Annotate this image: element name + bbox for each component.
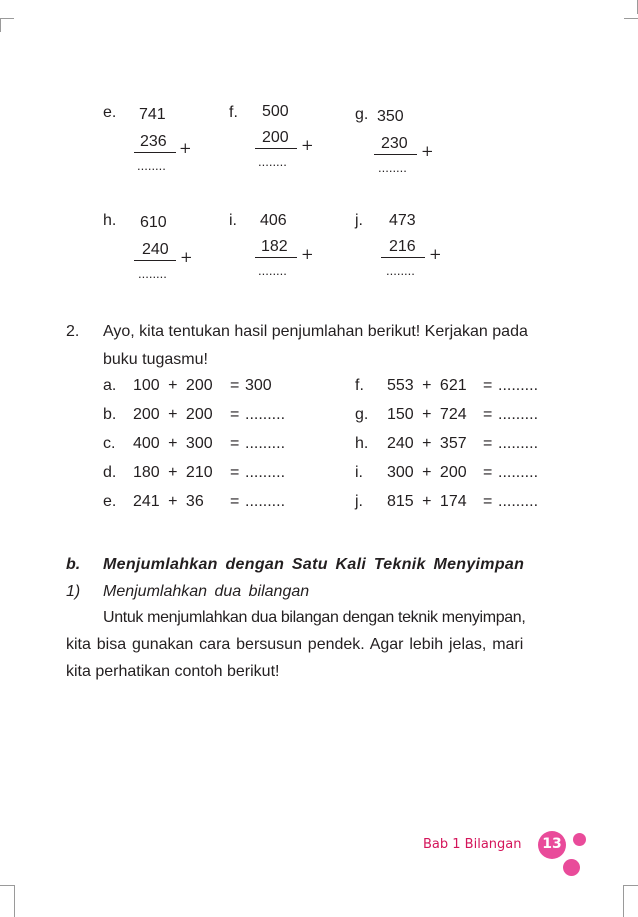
answer-blank: ........ bbox=[138, 266, 167, 281]
problem-label: f. bbox=[355, 377, 364, 394]
addend-top: 500 bbox=[262, 103, 289, 120]
crop-mark bbox=[0, 18, 14, 19]
problem-label: c. bbox=[103, 435, 116, 452]
sum-line bbox=[255, 148, 297, 149]
item-label: i. bbox=[229, 212, 237, 229]
addend-bottom: 240 bbox=[142, 241, 169, 258]
item-label: e. bbox=[103, 104, 117, 121]
exercise-instruction-cont: buku tugasmu! bbox=[103, 351, 208, 368]
addend-top: 610 bbox=[140, 214, 167, 231]
exercise-instruction: Ayo, kita tentukan hasil penjumlahan berikut! Kerjakan pada bbox=[103, 323, 528, 340]
chapter-label: Bab 1 Bilangan bbox=[423, 837, 522, 852]
answer-blank: ........ bbox=[258, 154, 287, 169]
subsection-label: 1) bbox=[66, 583, 81, 600]
equals-sign: = bbox=[230, 377, 240, 394]
answer-blank: ........ bbox=[258, 263, 287, 278]
addend-bottom: 230 bbox=[381, 135, 408, 152]
addend-top: 350 bbox=[377, 108, 404, 125]
problem-expression: 553 + 621 bbox=[387, 377, 467, 394]
problem-expression: 240 + 357 bbox=[387, 435, 467, 452]
equals-sign: = bbox=[483, 377, 493, 394]
problem-label: i. bbox=[355, 464, 363, 481]
problem-answer: ......... bbox=[498, 406, 539, 423]
answer-blank: ........ bbox=[137, 158, 166, 173]
problem-answer: ......... bbox=[245, 435, 286, 452]
equals-sign: = bbox=[483, 493, 493, 510]
paragraph-line: kita perhatikan contoh berikut! bbox=[66, 663, 280, 680]
equals-sign: = bbox=[230, 435, 240, 452]
problem-expression: 150 + 724 bbox=[387, 406, 467, 423]
section-title: Menjumlahkan dengan Satu Kali Teknik Menyimpan bbox=[103, 556, 525, 573]
section-label: b. bbox=[66, 556, 81, 573]
crop-mark bbox=[14, 885, 15, 917]
answer-blank: ........ bbox=[386, 263, 415, 278]
addend-bottom: 200 bbox=[262, 129, 289, 146]
item-label: g. bbox=[355, 106, 369, 123]
item-label: f. bbox=[229, 104, 238, 121]
plus-sign: + bbox=[301, 245, 314, 263]
problem-label: b. bbox=[103, 406, 117, 423]
problem-label: g. bbox=[355, 406, 369, 423]
sum-line bbox=[381, 257, 425, 258]
addend-bottom: 236 bbox=[140, 133, 167, 150]
problem-expression: 300 + 200 bbox=[387, 464, 467, 481]
plus-sign: + bbox=[421, 142, 434, 160]
addend-bottom: 182 bbox=[261, 238, 288, 255]
crop-mark bbox=[624, 18, 638, 19]
decor-dot bbox=[563, 859, 580, 876]
addend-top: 473 bbox=[389, 212, 416, 229]
problem-label: h. bbox=[355, 435, 369, 452]
problem-answer: ......... bbox=[498, 493, 539, 510]
problem-label: d. bbox=[103, 464, 117, 481]
paragraph-line: kita bisa gunakan cara bersusun pendek. Agar lebih jelas, mari bbox=[66, 636, 524, 653]
crop-mark bbox=[623, 885, 624, 917]
equals-sign: = bbox=[483, 435, 493, 452]
problem-answer: ......... bbox=[498, 464, 539, 481]
addend-bottom: 216 bbox=[389, 238, 416, 255]
plus-sign: + bbox=[429, 245, 442, 263]
problem-expression: 400 + 300 bbox=[133, 435, 213, 452]
problem-label: a. bbox=[103, 377, 117, 394]
crop-mark bbox=[0, 18, 1, 32]
equals-sign: = bbox=[483, 406, 493, 423]
equals-sign: = bbox=[230, 464, 240, 481]
sum-line bbox=[255, 257, 297, 258]
sum-line bbox=[374, 154, 417, 155]
paragraph-line: Untuk menjumlahkan dua bilangan dengan teknik menyimpan, bbox=[103, 609, 526, 626]
crop-mark bbox=[624, 885, 638, 886]
problem-expression: 241 + 36 bbox=[133, 493, 204, 510]
page-number: 13 bbox=[542, 836, 562, 852]
problem-expression: 815 + 174 bbox=[387, 493, 467, 510]
item-label: j. bbox=[355, 212, 363, 229]
equals-sign: = bbox=[483, 464, 493, 481]
plus-sign: + bbox=[180, 248, 193, 266]
problem-label: e. bbox=[103, 493, 117, 510]
problem-answer: ......... bbox=[245, 406, 286, 423]
item-label: h. bbox=[103, 212, 117, 229]
problem-expression: 100 + 200 bbox=[133, 377, 213, 394]
problem-answer: 300 bbox=[245, 377, 272, 394]
sum-line bbox=[134, 152, 176, 153]
problem-expression: 200 + 200 bbox=[133, 406, 213, 423]
exercise-number: 2. bbox=[66, 323, 80, 340]
crop-mark bbox=[0, 885, 14, 886]
addend-top: 406 bbox=[260, 212, 287, 229]
problem-label: j. bbox=[355, 493, 363, 510]
plus-sign: + bbox=[179, 139, 192, 157]
subsection-title: Menjumlahkan dua bilangan bbox=[103, 583, 310, 600]
problem-answer: ......... bbox=[245, 493, 286, 510]
equals-sign: = bbox=[230, 493, 240, 510]
decor-dot bbox=[573, 833, 586, 846]
problem-answer: ......... bbox=[498, 435, 539, 452]
problem-answer: ......... bbox=[245, 464, 286, 481]
equals-sign: = bbox=[230, 406, 240, 423]
addend-top: 741 bbox=[139, 106, 166, 123]
problem-expression: 180 + 210 bbox=[133, 464, 213, 481]
problem-answer: ......... bbox=[498, 377, 539, 394]
sum-line bbox=[134, 260, 176, 261]
answer-blank: ........ bbox=[378, 160, 407, 175]
plus-sign: + bbox=[301, 136, 314, 154]
